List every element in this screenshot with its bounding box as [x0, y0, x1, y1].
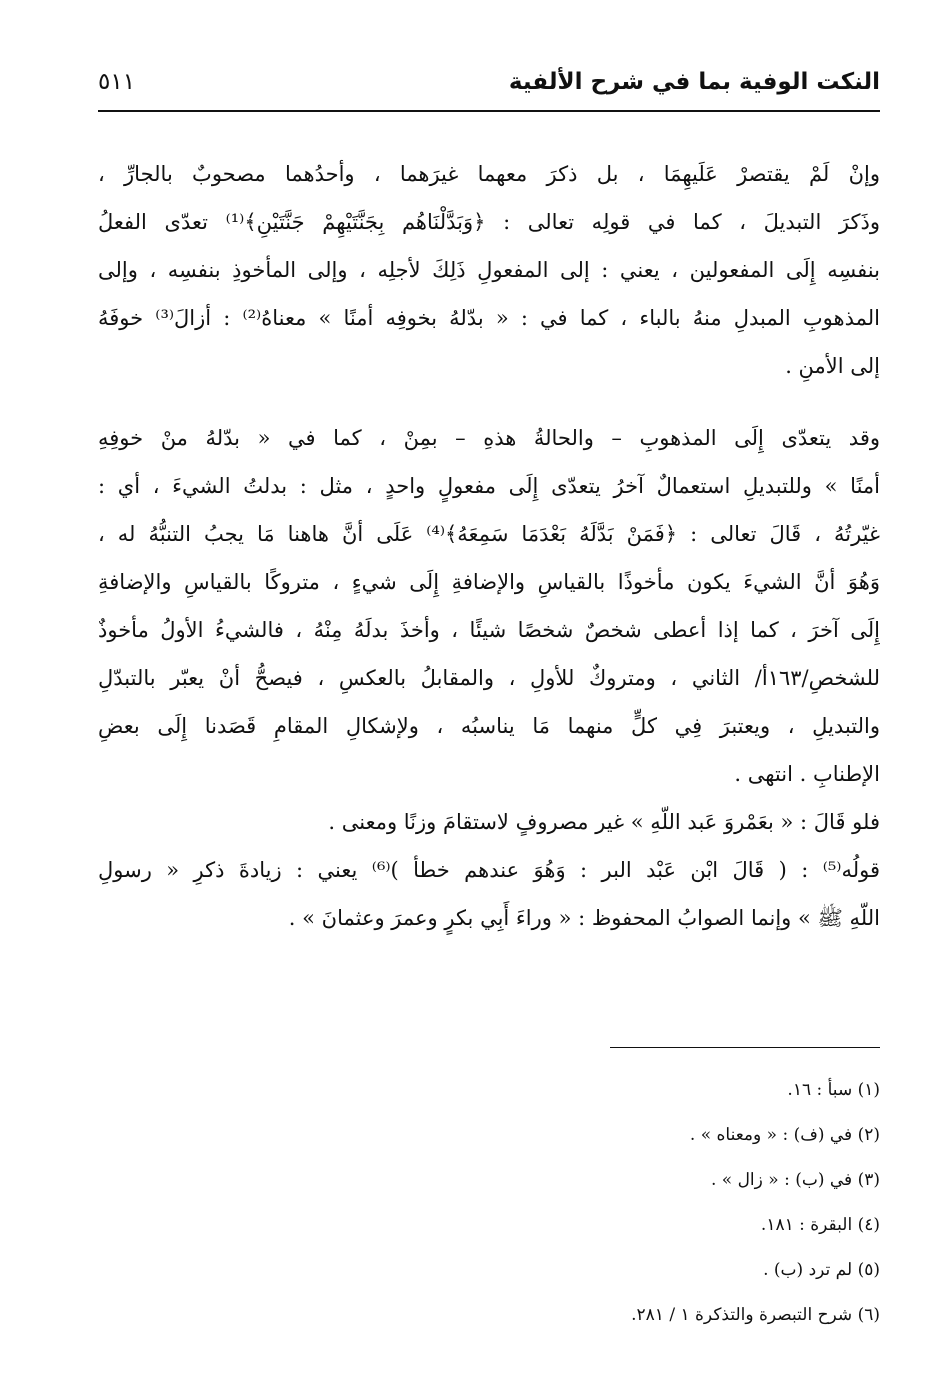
footnote-separator: [610, 1047, 880, 1048]
paragraph: [98, 414, 880, 798]
paragraph: [98, 798, 880, 846]
text-line: وَهُوَ أنَّ الشيءَ يكون مأخوذًا بالقياسِ والإضافةِ إِلَى شيءٍ ، متروكًا بالقياسِ والإضافةِ: [98, 570, 880, 594]
text-line: فلو قَالَ : « بعَمْروَ عَبد اللّهِ » غير مصروفٍ لاستقامَ وزنًا ومعنى .: [328, 810, 880, 834]
text-line: وإنْ لَمْ يقتصرْ عَلَيهِمَا ، بل ذكرَ معهما غيرَهما ، وأحدُهما مصحوبٌ بالجارِّ ،: [98, 162, 880, 186]
page-number: ٥١١: [98, 69, 136, 95]
paragraph: [98, 846, 880, 942]
footnote: (٤) البقرة : ١٨١.: [760, 1215, 880, 1235]
footnote: (٢) في (ف) : « ومعناه » .: [689, 1125, 880, 1145]
footnote: (٥) لم ترد (ب) .: [763, 1260, 880, 1280]
text-line: إِلَى آخرَ ، كما إذا أعطى شخصٌ شخصًا شيئًا ، وأخذَ بدلَهُ مِنْهُ ، فالشيءُ الأولُ مأخوذٌ: [98, 618, 880, 642]
text-line: والتبديلِ ، ويعتبرَ فِي كلٍّ منهما مَا يناسبُه ، ولإشكالِ المقامِ قَصَدنا إِلَى بعضِ: [98, 714, 880, 738]
footnotes: [98, 1068, 880, 1338]
footnote: (٦) شرح التبصرة والتذكرة ١ / ٢٨١.: [631, 1305, 880, 1325]
text-line: بنفسِه إِلَى المفعولين ، يعني : إلى المفعولِ ذَلِكَ لأجلِه ، وإلى المأخوذِ بنفسِه ، وإلى: [98, 258, 880, 282]
running-title: النكت الوفية بما في شرح الألفية: [508, 69, 880, 95]
footnote: (١) سبأ : ١٦.: [787, 1080, 880, 1100]
text-line: وذَكرَ التبديلَ ، كما في قولِه تعالى : ﴿وَبَدَّلْنَاهُم بِجَنَّتَيْهِمْ جَنَّتَيْنِ﴾⁽¹⁾ تعدّى الفعلُ: [98, 210, 880, 234]
header-rule: [98, 110, 880, 112]
text-line: اللّهِ ﷺ » وإنما الصوابُ المحفوظ : « وراءَ أَبِي بكرٍ وعمرَ وعثمانَ » .: [288, 906, 880, 930]
paragraph: [98, 150, 880, 390]
text-line: قولُه⁽⁵⁾ : ( قَالَ ابْن عَبْد البر : وَهُوَ عندهم خطأ )⁽⁶⁾ يعني : زيادةَ ذكرِ « رسولِ: [98, 858, 880, 882]
text-line: أمنًا » وللتبديلِ استعمالٌ آخرُ يتعدّى إِلَى مفعولٍ واحدٍ ، مثل : بدلتُ الشيءَ ، أي :: [98, 474, 880, 498]
main-text: [98, 150, 880, 942]
footnote: (٣) في (ب) : « زال » .: [710, 1170, 880, 1190]
text-line: المذهوبِ المبدلِ منهُ بالباء ، كما في : « بدّلهُ بخوفِه أمنًا » معناهُ⁽²⁾ : أزالَ⁽³⁾ خوفَهُ: [98, 306, 880, 330]
page-header: [98, 62, 880, 102]
text-line: وقد يتعدّى إِلَى المذهوبِ – والحالةُ هذهِ – بمِنْ ، كما في « بدّلهُ منْ خوفِهِ: [98, 426, 880, 450]
text-line: إلى الأمنِ .: [785, 354, 880, 378]
text-line: الإطنابِ . انتهى .: [734, 762, 880, 786]
text-line: غيّرتُهُ ، قَالَ تعالى : ﴿فَمَنْ بَدَّلَهُ بَعْدَمَا سَمِعَهُ﴾⁽⁴⁾ عَلَى أنَّ هاهنا مَا يجبُ التنبُّهُ له ،: [98, 522, 880, 546]
text-line: للشخصِ/١٦٣أ/ الثاني ، ومتروكٌ للأولِ ، والمقابلُ بالعكسِ ، فيصحُّ أنْ يعبّر بالتبدّلِ: [98, 666, 880, 690]
